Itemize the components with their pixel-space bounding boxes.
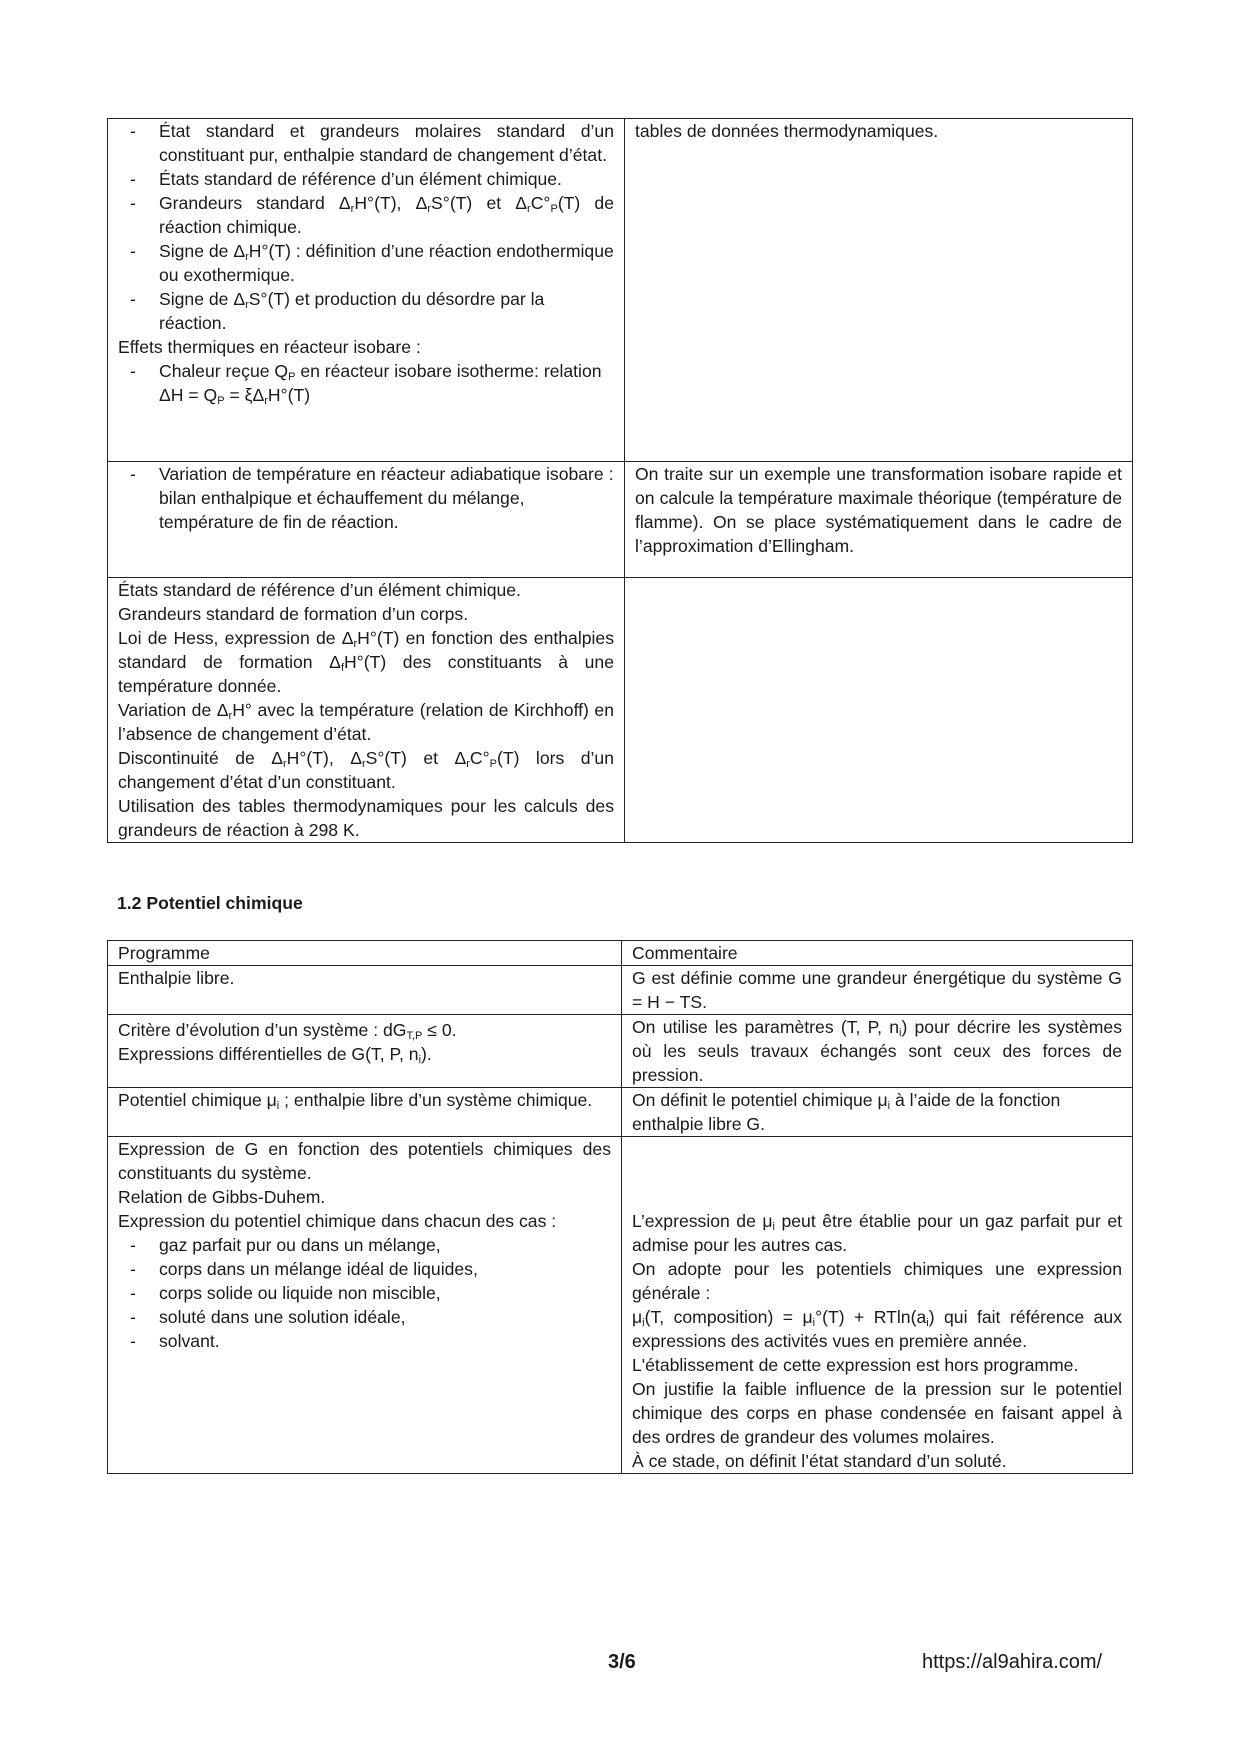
- text-line: États standard de référence d’un élément chimique.: [118, 580, 521, 600]
- table-header-row: [108, 941, 1133, 966]
- text-line: Loi de Hess, expression de $\Delta_rH^\circ(T)$ en fonction des enthalpies standard de formation $\Delta_fH^\circ(T)$ des constituants à une température donnée.: [118, 628, 615, 696]
- list-item: - soluté dans une solution idéale,: [130, 1307, 406, 1327]
- commentaire-cell: On traite sur un exemple une transformation isobare rapide et on calcule la température maximale théorique (température de flamme). On se place systématiquement dans le cadre de l’approximation d’Ellingham.: [625, 462, 1133, 578]
- table-row: [108, 578, 1133, 843]
- header-programme: Programme: [108, 941, 622, 966]
- programme-cell: Potentiel chimique $\mu_i$ ; enthalpie libre d’un système chimique.: [108, 1088, 622, 1137]
- commentaire-cell: tables de données thermodynamiques.: [625, 119, 1133, 462]
- text-line: Grandeurs standard de formation d’un corps.: [118, 604, 469, 624]
- programme-cell: [108, 119, 625, 462]
- list-item: - corps solide ou liquide non miscible,: [130, 1283, 441, 1303]
- list-item: - Signe de $\Delta_rH^\circ(T)$ : définition d’une réaction endothermique ou exothermique.: [130, 241, 614, 285]
- list-item: - Variation de température en réacteur adiabatique isobare : bilan enthalpique et échauffement du mélange, température de fin de réaction.: [130, 464, 614, 532]
- section-title: 1.2 Potentiel chimique: [117, 893, 303, 913]
- commentaire-cell: L’expression de $\mu_i$ peut être établie pour un gaz parfait pur et admise pour les autres cas. On adopte pour les potentiels chimiques une expression générale : $\mu_i(T$, composition) = $\mu_i^\circ(T) + RTln(a_i)$ qui fait référence aux expressions des activités vues en première année. L'établissement de cette expression est hors programme. On justifie la faible influence de la pression sur le potentiel chimique des corps en phase condensée en faisant appel à des ordres de grandeur des volumes molaires. À ce stade, on définit l’état standard d’un soluté.: [622, 1137, 1133, 1474]
- table-row: [108, 119, 1133, 462]
- program-table-thermo: [107, 118, 1133, 843]
- commentaire-cell: On définit le potentiel chimique $\mu_i$ à l’aide de la fonction enthalpie libre G.: [622, 1088, 1133, 1137]
- page-number: 3/6: [608, 1651, 636, 1673]
- list-item: - Chaleur reçue $Q_P$ en réacteur isobare isotherme: relation $\Delta H = Q_P = \xi\Delta_rH^\circ(T)$: [130, 361, 602, 407]
- programme-cell: [108, 578, 625, 843]
- effets-heading: Effets thermiques en réacteur isobare :: [118, 337, 421, 357]
- table-row: [108, 1137, 1133, 1474]
- table-row: [108, 1015, 1133, 1088]
- list-item: - corps dans un mélange idéal de liquides,: [130, 1259, 478, 1279]
- table-row: [108, 1088, 1133, 1137]
- source-url: https://al9ahira.com/: [922, 1651, 1103, 1673]
- list-item: - Grandeurs standard $\Delta_rH^\circ(T)$, $\Delta_rS^\circ(T)$ et $\Delta_rC^\circ_P(T)$ de réaction chimique.: [130, 193, 615, 237]
- list-item: - État standard et grandeurs molaires standard d’un constituant pur, enthalpie standard de changement d’état.: [130, 121, 614, 165]
- header-commentaire: Commentaire: [622, 941, 1133, 966]
- text-line: Utilisation des tables thermodynamiques pour les calculs des grandeurs de réaction à 298 K.: [118, 796, 614, 840]
- table-row: [108, 462, 1133, 578]
- list-item: - gaz parfait pur ou dans un mélange,: [130, 1235, 441, 1255]
- commentaire-cell: On utilise les paramètres (T, P, $n_i$) pour décrire les systèmes où les seuls travaux échangés sont ceux des forces de pression.: [622, 1015, 1133, 1088]
- commentaire-cell: G est définie comme une grandeur énergétique du système G = H − TS.: [622, 966, 1133, 1015]
- commentaire-cell: [625, 578, 1133, 843]
- program-table-potentiel: [107, 940, 1133, 1474]
- text-line: Variation de $\Delta_rH^\circ$ avec la température (relation de Kirchhoff) en l’absence de changement d’état.: [118, 700, 614, 744]
- programme-cell: Enthalpie libre.: [108, 966, 622, 1015]
- programme-cell: Expression de G en fonction des potentiels chimiques des constituants du système. Relation de Gibbs-Duhem. Expression du potentiel chimique dans chacun des cas : - gaz parfait pur ou dans un mélange, - corps dans un mélange idéal de liquides, - corps solide ou liquide non miscible, - soluté dans une solution idéale, - solvant.: [108, 1137, 622, 1474]
- programme-cell: [108, 462, 625, 578]
- list-item: - solvant.: [130, 1331, 220, 1351]
- list-item: - États standard de référence d’un élément chimique.: [130, 169, 562, 189]
- list-item: - Signe de $\Delta_rS^\circ(T)$ et production du désordre par la réaction.: [130, 289, 545, 333]
- text-line: Discontinuité de $\Delta_rH^\circ(T)$, $\Delta_rS^\circ(T)$ et $\Delta_rC^\circ_P(T)$ lors d’un changement d’état d’un constituant.: [118, 748, 615, 792]
- table-row: [108, 966, 1133, 1015]
- programme-cell: Critère d’évolution d’un système : $dG_{T,P} \le 0$. Expressions différentielles de G(T, P, $n_i$).: [108, 1015, 622, 1088]
